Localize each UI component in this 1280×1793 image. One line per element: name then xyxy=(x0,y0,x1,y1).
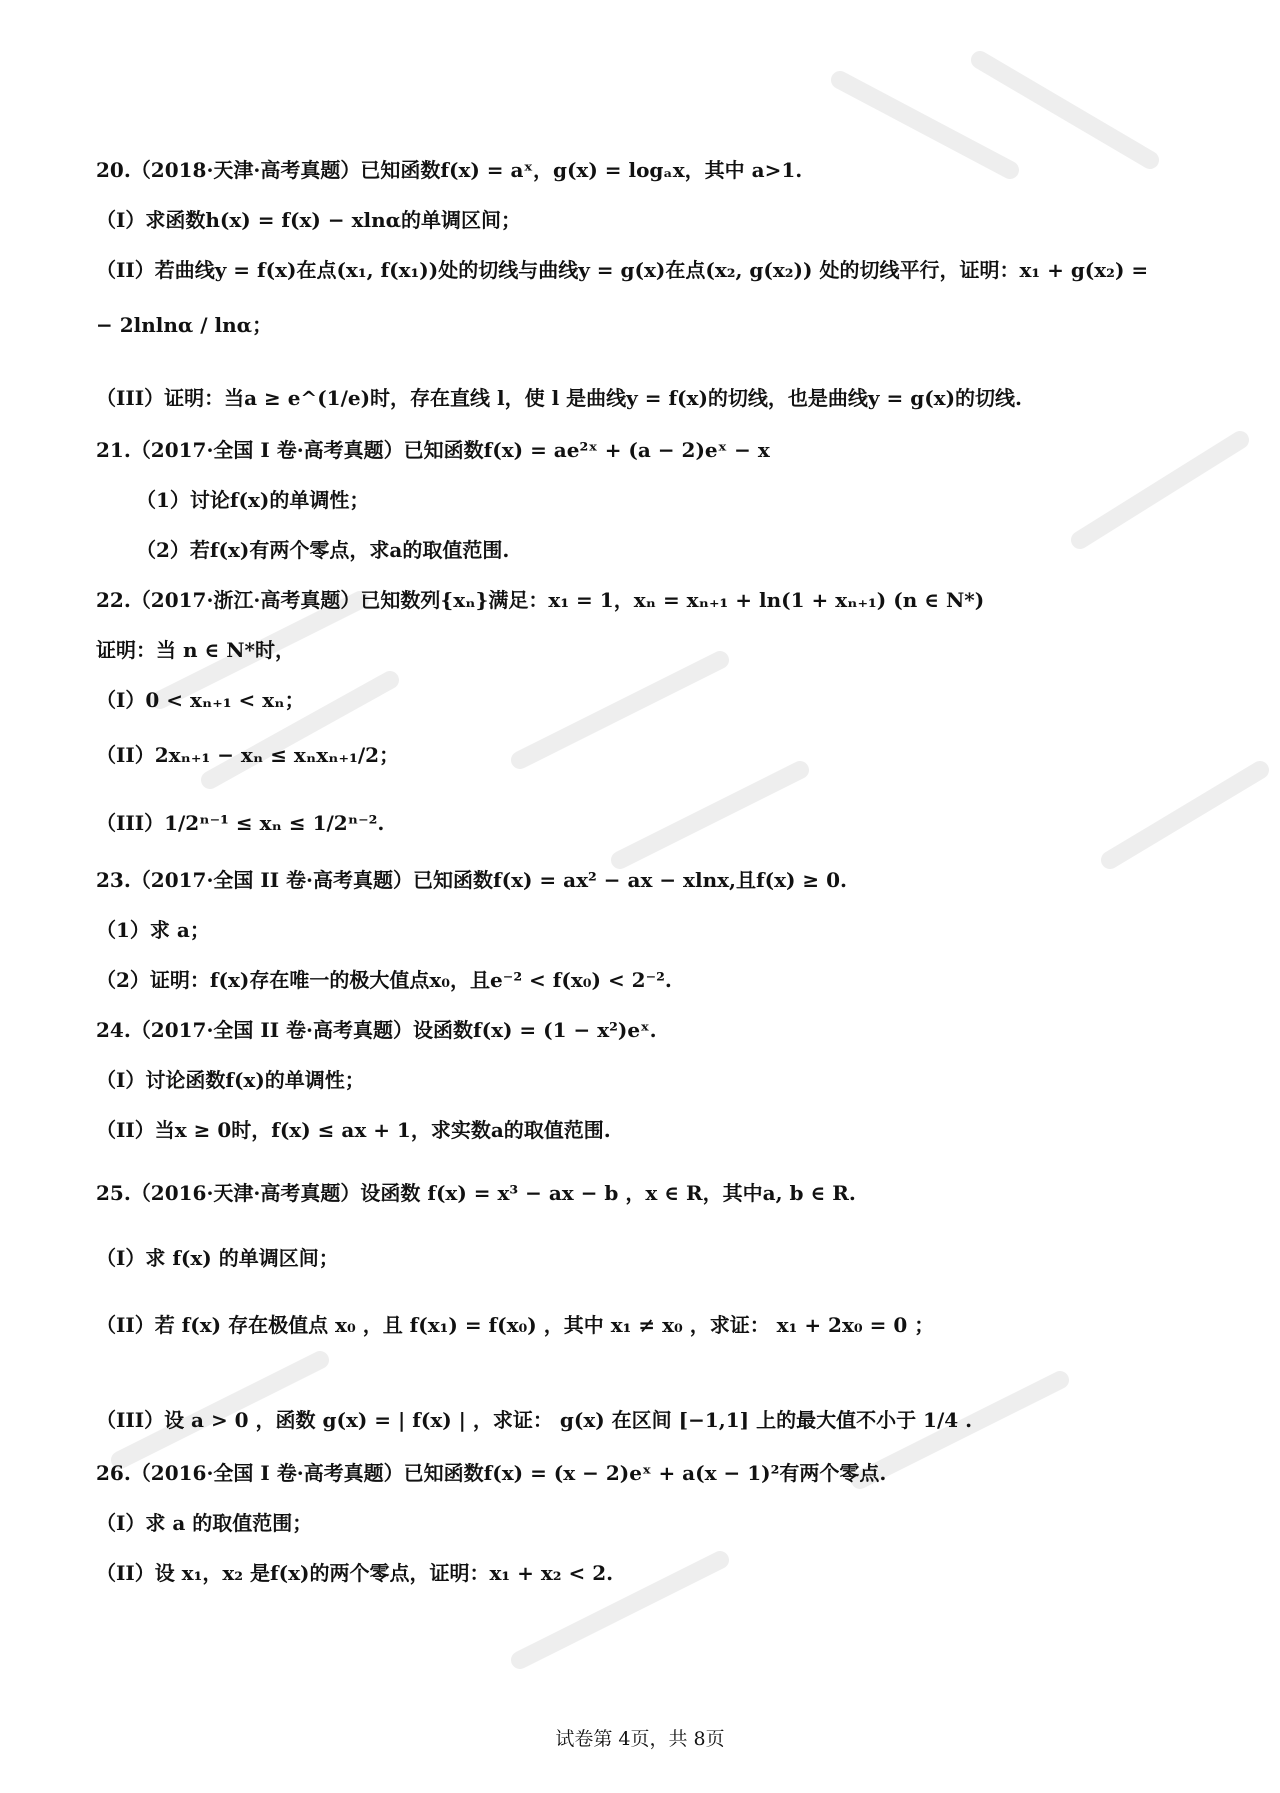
q22-part-2: （II）2xₙ₊₁ − xₙ ≤ xₙxₙ₊₁/2； xyxy=(96,743,400,767)
q24-stem: 24.（2017·全国 II 卷·高考真题）设函数f(x) = (1 − x²)eˣ. xyxy=(96,1018,657,1042)
q26-part-1: （I）求 a 的取值范围； xyxy=(96,1511,313,1535)
q23-part-1: （1）求 a； xyxy=(96,918,210,942)
q26-stem: 26.（2016·全国 I 卷·高考真题）已知函数f(x) = (x − 2)eˣ + a(x − 1)²有两个零点. xyxy=(96,1461,887,1485)
q25-part-2: （II）若 f(x) 存在极值点 x₀ ，且 f(x₁) = f(x₀) ，其中 x₁ ≠ x₀ ，求证： x₁ + 2x₀ = 0 ； xyxy=(96,1313,935,1337)
q20-stem: 20.（2018·天津·高考真题）已知函数f(x) = aˣ，g(x) = logₐx，其中 a>1. xyxy=(96,158,803,182)
q20-part-1: （I）求函数h(x) = f(x) − xlnα的单调区间； xyxy=(96,208,522,232)
q22-stem: 22.（2017·浙江·高考真题）已知数列{xₙ}满足：x₁ = 1，xₙ = xₙ₊₁ + ln(1 + xₙ₊₁) (n ∈ N*) xyxy=(96,588,985,612)
q25-part-3: （III）设 a > 0 ，函数 g(x) = | f(x) | ，求证： g(x) 在区间 [−1,1] 上的最大值不小于 1/4 . xyxy=(96,1408,973,1432)
q25-stem: 25.（2016·天津·高考真题）设函数 f(x) = x³ − ax − b ，x ∈ R，其中a, b ∈ R. xyxy=(96,1181,856,1205)
q21-part-1: （1）讨论f(x)的单调性； xyxy=(136,488,370,512)
q22-part-1: （I）0 < xₙ₊₁ < xₙ； xyxy=(96,688,305,712)
q20-part-3: （III）证明：当a ≥ e^(1/e)时，存在直线 l，使 l 是曲线y = f(x)的切线，也是曲线y = g(x)的切线. xyxy=(96,386,1023,410)
q20-part-2-fraction: − 2lnlnα / lnα； xyxy=(96,313,273,337)
q26-part-2: （II）设 x₁，x₂ 是f(x)的两个零点，证明：x₁ + x₂ < 2. xyxy=(96,1561,614,1585)
q22-proof-intro: 证明：当 n ∈ N*时， xyxy=(96,638,295,662)
q23-part-2: （2）证明：f(x)存在唯一的极大值点x₀，且e⁻² < f(x₀) < 2⁻². xyxy=(96,968,672,992)
page-footer: 试卷第 4页，共 8页 xyxy=(555,1728,725,1750)
q21-part-2: （2）若f(x)有两个零点，求a的取值范围. xyxy=(136,538,510,562)
q22-part-3: （III）1/2ⁿ⁻¹ ≤ xₙ ≤ 1/2ⁿ⁻². xyxy=(96,811,385,835)
q24-part-2: （II）当x ≥ 0时，f(x) ≤ ax + 1，求实数a的取值范围. xyxy=(96,1118,611,1142)
q25-part-1: （I）求 f(x) 的单调区间； xyxy=(96,1246,339,1270)
q23-stem: 23.（2017·全国 II 卷·高考真题）已知函数f(x) = ax² − ax − xlnx,且f(x) ≥ 0. xyxy=(96,868,848,892)
q24-part-1: （I）讨论函数f(x)的单调性； xyxy=(96,1068,365,1092)
q20-part-2: （II）若曲线y = f(x)在点(x₁, f(x₁))处的切线与曲线y = g(x)在点(x₂, g(x₂)) 处的切线平行，证明：x₁ + g(x₂) = xyxy=(96,258,1149,282)
q21-stem: 21.（2017·全国 I 卷·高考真题）已知函数f(x) = ae²ˣ + (a − 2)eˣ − x xyxy=(96,438,770,462)
